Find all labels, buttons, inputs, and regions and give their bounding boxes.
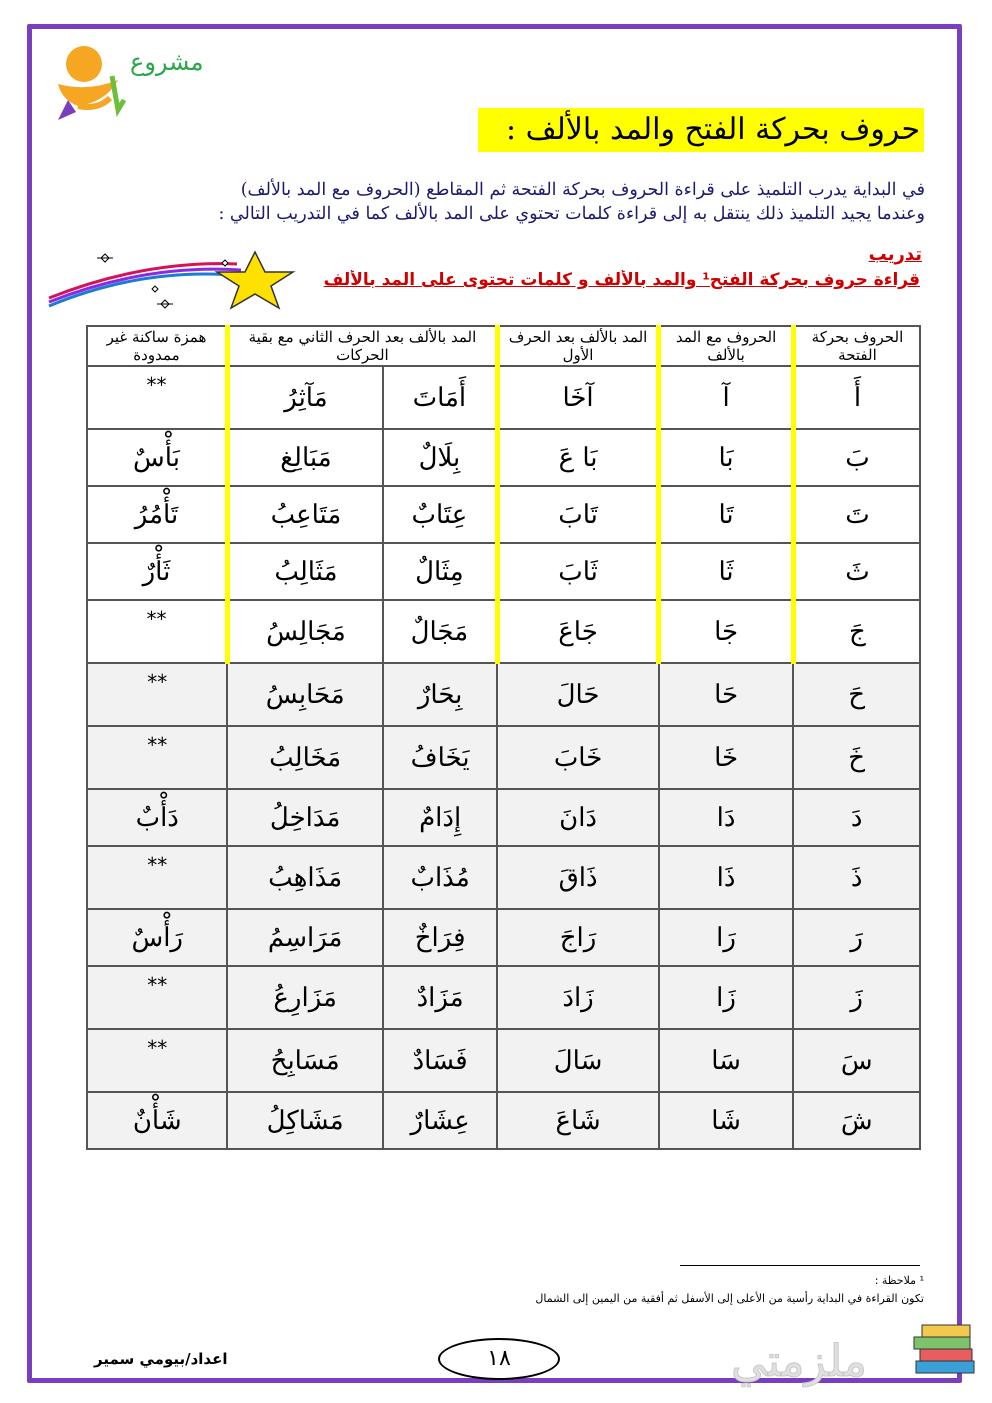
cell-madd-first: شَاعَ: [497, 1092, 658, 1149]
cell-madd-second-b: مَجَالِسُ: [227, 600, 382, 663]
cell-fatha: تَ: [793, 486, 920, 543]
cell-madd-alif: زَا: [659, 966, 794, 1029]
cell-madd-alif: دَا: [659, 789, 794, 846]
cell-fatha: دَ: [793, 789, 920, 846]
table-row: [87, 909, 920, 966]
cell-hamza: **: [87, 366, 227, 429]
cell-madd-second-a: مَزَادٌ: [383, 966, 497, 1029]
cell-madd-second-a: يَخَافُ: [383, 726, 497, 789]
cell-madd-alif: بَا: [659, 429, 794, 486]
cell-madd-second-a: مَجَالٌ: [383, 600, 497, 663]
cell-madd-alif: خَا: [659, 726, 794, 789]
table-row: [87, 726, 920, 789]
cell-hamza: شَأْنٌ: [87, 1092, 227, 1149]
cell-madd-first: جَاعَ: [497, 600, 658, 663]
cell-madd-first: بَا عَ: [497, 429, 658, 486]
table-row: [87, 366, 920, 429]
books-icon: [910, 1315, 980, 1385]
logo-text: مشروع: [130, 48, 204, 76]
cell-hamza: **: [87, 966, 227, 1029]
cell-fatha: بَ: [793, 429, 920, 486]
header-madd-second: المد بالألف بعد الحرف الثاني مع بقية الحركات: [227, 326, 497, 366]
cell-madd-alif: حَا: [659, 663, 794, 726]
author: اعداد/بيومي سمير: [94, 1350, 228, 1368]
footnote-divider: [680, 1265, 920, 1266]
table-row: [87, 966, 920, 1029]
cell-madd-alif: جَا: [659, 600, 794, 663]
cell-madd-second-b: مَخَالِبُ: [227, 726, 382, 789]
intro-line-1: في البداية يدرب التلميذ على قراءة الحروف بحركة الفتحة ثم المقاطع (الحروف مع المد بالألف): [240, 180, 925, 200]
cell-madd-second-b: مَآثِرُ: [227, 366, 382, 429]
cell-fatha: أَ: [793, 366, 920, 429]
letters-table: [86, 325, 921, 1150]
cell-madd-second-a: بِلَالٌ: [383, 429, 497, 486]
cell-hamza: رَأْسٌ: [87, 909, 227, 966]
header-fatha: الحروف بحركة الفتحة: [793, 326, 920, 366]
cell-fatha: ثَ: [793, 543, 920, 600]
cell-hamza: **: [87, 600, 227, 663]
cell-madd-second-b: مَسَابِحُ: [227, 1029, 382, 1092]
cell-fatha: ذَ: [793, 846, 920, 909]
cell-madd-second-a: إِدَامٌ: [383, 789, 497, 846]
cell-madd-second-b: مَبَالِغ: [227, 429, 382, 486]
cell-madd-alif: تَا: [659, 486, 794, 543]
cell-madd-first: حَالَ: [497, 663, 658, 726]
cell-madd-second-b: مَحَابِسُ: [227, 663, 382, 726]
table-row: [87, 543, 920, 600]
table-row: [87, 663, 920, 726]
table-row: [87, 429, 920, 486]
watermark-text: ملزمتي: [731, 1336, 867, 1387]
cell-fatha: سَ: [793, 1029, 920, 1092]
cell-hamza: **: [87, 1029, 227, 1092]
cell-madd-first: سَالَ: [497, 1029, 658, 1092]
cell-madd-alif: سَا: [659, 1029, 794, 1092]
cell-madd-first: آخَا: [497, 366, 658, 429]
cell-fatha: رَ: [793, 909, 920, 966]
cell-madd-alif: شَا: [659, 1092, 794, 1149]
cell-hamza: **: [87, 846, 227, 909]
cell-madd-second-a: مُذَابٌ: [383, 846, 497, 909]
cell-madd-first: خَابَ: [497, 726, 658, 789]
cell-madd-second-b: مَدَاخِلُ: [227, 789, 382, 846]
cell-madd-second-b: مَتَاعِبُ: [227, 486, 382, 543]
table-row: [87, 789, 920, 846]
header-madd-alif: الحروف مع المد بالألف: [659, 326, 794, 366]
page-number: ١٨: [438, 1338, 560, 1380]
cell-madd-second-a: مِثَالٌ: [383, 543, 497, 600]
shooting-star-icon: [45, 246, 305, 314]
header-hamza: همزة ساكنة غير ممدودة: [87, 326, 227, 366]
cell-madd-second-b: مَزَارِعُ: [227, 966, 382, 1029]
cell-madd-second-a: بِحَارٌ: [383, 663, 497, 726]
cell-fatha: جَ: [793, 600, 920, 663]
cell-hamza: **: [87, 663, 227, 726]
cell-madd-first: دَانَ: [497, 789, 658, 846]
footnote: [324, 1272, 924, 1308]
cell-fatha: خَ: [793, 726, 920, 789]
cell-madd-second-a: فِرَاخٌ: [383, 909, 497, 966]
cell-madd-alif: ثَا: [659, 543, 794, 600]
intro-text: [105, 178, 925, 226]
cell-fatha: حَ: [793, 663, 920, 726]
cell-madd-second-a: عِشَارٌ: [383, 1092, 497, 1149]
header-madd-first: المد بالألف بعد الحرف الأول: [497, 326, 658, 366]
table-row: [87, 846, 920, 909]
cell-madd-alif: آ: [659, 366, 794, 429]
cell-fatha: شَ: [793, 1092, 920, 1149]
cell-madd-first: ذَاقَ: [497, 846, 658, 909]
page-title: حروف بحركة الفتح والمد بالألف :: [478, 108, 924, 152]
footnote-label: ¹ ملاحظة :: [874, 1274, 924, 1287]
cell-madd-second-a: أَمَاتَ: [383, 366, 497, 429]
footnote-text: تكون القراءة في البداية رأسية من الأعلى إلى الأسفل ثم أفقية من اليمين إلى الشمال: [535, 1292, 924, 1305]
cell-madd-second-a: عِتَابٌ: [383, 486, 497, 543]
drill-label: تدريب: [868, 244, 922, 265]
cell-madd-second-a: فَسَادٌ: [383, 1029, 497, 1092]
cell-hamza: بَأْسٌ: [87, 429, 227, 486]
cell-madd-second-b: مَرَاسِمُ: [227, 909, 382, 966]
intro-line-2: وعندما يجيد التلميذ ذلك ينتقل به إلى قراءة كلمات تحتوي على المد بالألف كما في التدريب التالي :: [218, 204, 925, 224]
watermark: [684, 1330, 914, 1390]
table-row: [87, 1029, 920, 1092]
cell-hamza: ثَأْرٌ: [87, 543, 227, 600]
cell-fatha: زَ: [793, 966, 920, 1029]
drill-title: قراءة حروف بحركة الفتح¹ والمد بالألف و كلمات تحتوى على المد بالألف: [323, 270, 920, 290]
cell-madd-first: تَابَ: [497, 486, 658, 543]
cell-madd-second-b: مَشَاكِلُ: [227, 1092, 382, 1149]
cell-madd-second-b: مَثَالِبُ: [227, 543, 382, 600]
table-row: [87, 1092, 920, 1149]
table-row: [87, 486, 920, 543]
cell-madd-first: زَادَ: [497, 966, 658, 1029]
cell-hamza: **: [87, 726, 227, 789]
cell-madd-second-b: مَذَاهِبُ: [227, 846, 382, 909]
cell-madd-first: رَاجَ: [497, 909, 658, 966]
table-row: [87, 600, 920, 663]
cell-madd-first: ثَابَ: [497, 543, 658, 600]
cell-hamza: تَأْمُرُ: [87, 486, 227, 543]
cell-hamza: دَأْبٌ: [87, 789, 227, 846]
cell-madd-alif: رَا: [659, 909, 794, 966]
cell-madd-alif: ذَا: [659, 846, 794, 909]
